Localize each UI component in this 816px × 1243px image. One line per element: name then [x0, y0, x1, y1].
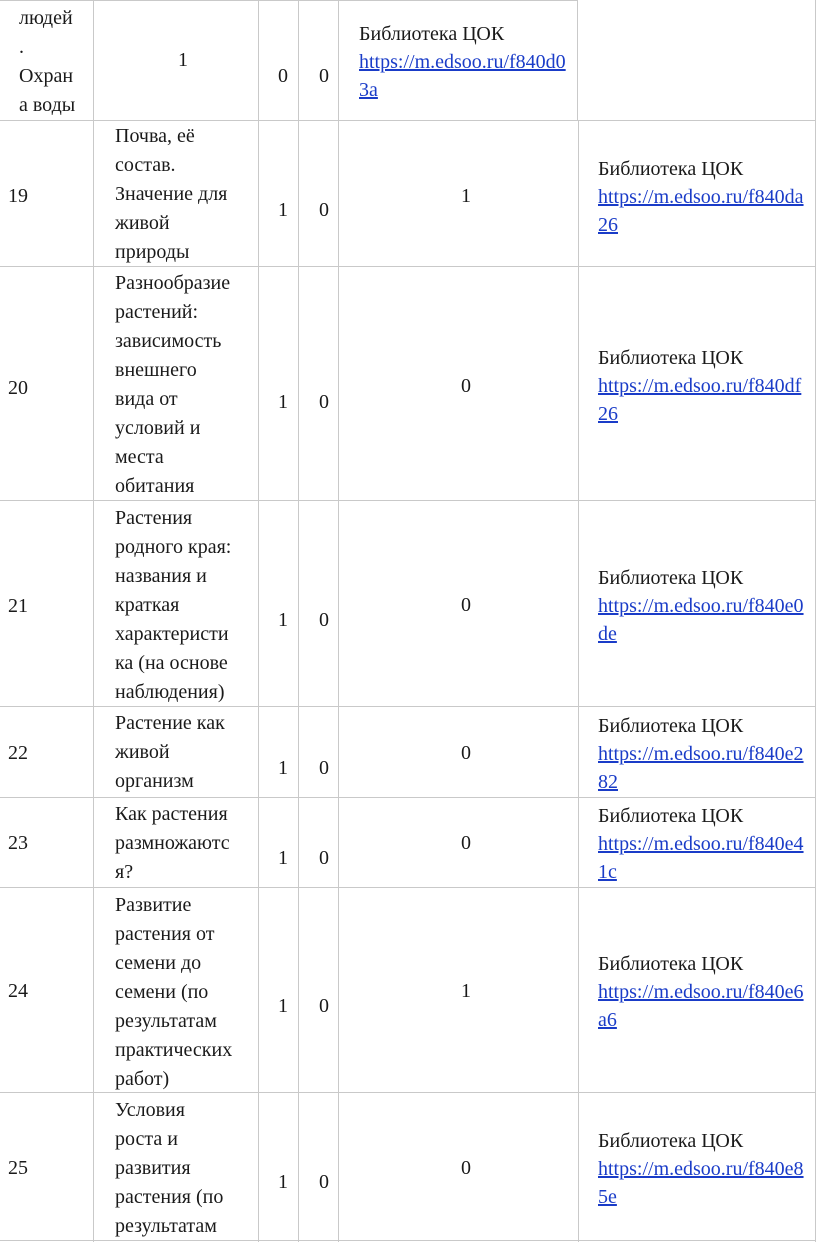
row-library-label: Библиотека ЦОК	[598, 1130, 744, 1152]
row-col-b: 0	[319, 847, 329, 869]
row-col-b: 0	[319, 757, 329, 779]
row-library-link[interactable]: https://m.edsoo.ru/f840e6a6	[598, 981, 804, 1031]
row-number: 20	[8, 377, 28, 399]
top-row-library	[359, 20, 574, 104]
top-row-col-c: 0	[319, 65, 329, 87]
row-library-label: Библиотека ЦОК	[598, 567, 744, 589]
column-divider	[338, 120, 339, 1242]
row-library-label: Библиотека ЦОК	[598, 805, 744, 827]
top-row-border-5	[577, 0, 578, 120]
top-row-top-border	[0, 0, 578, 1]
row-hours: 1	[278, 757, 288, 779]
row-topic: Развитие растения от семени до семени (по результатам практических работ)	[115, 894, 233, 1090]
row-library	[598, 950, 810, 1034]
row-number: 22	[8, 742, 28, 764]
row-topic: Разнообразие растений: зависимость внешнего вида от условий и места обитания	[115, 272, 231, 497]
row-col-c: 0	[461, 1157, 471, 1179]
row-library-link[interactable]: https://m.edsoo.ru/f840e85e	[598, 1158, 804, 1208]
row-library	[598, 564, 810, 648]
top-row-border-left	[93, 0, 94, 120]
row-col-b: 0	[319, 995, 329, 1017]
row-library-link[interactable]: https://m.edsoo.ru/f840e282	[598, 743, 804, 793]
row-hours: 1	[278, 609, 288, 631]
row-hours: 1	[278, 995, 288, 1017]
row-col-c: 0	[461, 832, 471, 854]
row-library	[598, 802, 810, 886]
row-library-link[interactable]: https://m.edsoo.ru/f840df26	[598, 375, 802, 425]
row-col-c: 1	[461, 185, 471, 207]
column-divider	[258, 120, 259, 1242]
row-library	[598, 1127, 810, 1211]
row-topic: Условия роста и развития растения (по результатам	[115, 1099, 224, 1237]
row-hours: 1	[278, 847, 288, 869]
row-number: 21	[8, 595, 28, 617]
row-library-link[interactable]: https://m.edsoo.ru/f840da26	[598, 186, 804, 236]
row-col-c: 0	[461, 594, 471, 616]
row-library-link[interactable]: https://m.edsoo.ru/f840e0de	[598, 595, 804, 645]
row-library	[598, 344, 810, 428]
top-row-border-3	[298, 0, 299, 120]
row-number: 24	[8, 980, 28, 1002]
row-divider	[0, 797, 816, 798]
top-row-col-b: 0	[278, 65, 288, 87]
column-divider	[93, 120, 94, 1242]
top-row-library-link[interactable]: https://m.edsoo.ru/f840d03a	[359, 51, 566, 101]
top-row-hours: 1	[178, 49, 188, 71]
row-number: 23	[8, 832, 28, 854]
row-col-b: 0	[319, 391, 329, 413]
row-col-b: 0	[319, 1171, 329, 1193]
row-library-link[interactable]: https://m.edsoo.ru/f840e41c	[598, 833, 804, 883]
row-library	[598, 155, 810, 239]
row-divider	[0, 120, 816, 121]
row-library-label: Библиотека ЦОК	[598, 715, 744, 737]
top-row-library-label: Библиотека ЦОК	[359, 23, 505, 45]
top-row-border-4	[338, 0, 339, 120]
row-number: 19	[8, 185, 28, 207]
row-library	[598, 712, 810, 796]
row-topic: Почва, её состав. Значение для живой природы	[115, 125, 228, 263]
column-divider	[298, 120, 299, 1242]
row-col-c: 0	[461, 742, 471, 764]
row-topic: Растения родного края: названия и краткая характеристи ка (на основе наблюдения)	[115, 507, 232, 703]
row-hours: 1	[278, 391, 288, 413]
row-col-c: 0	[461, 375, 471, 397]
row-topic: Растение как живой организм	[115, 712, 225, 792]
top-row-border-2	[258, 0, 259, 120]
row-col-b: 0	[319, 609, 329, 631]
row-divider	[0, 887, 816, 888]
row-library-label: Библиотека ЦОК	[598, 953, 744, 975]
row-col-b: 0	[319, 199, 329, 221]
row-number: 25	[8, 1157, 28, 1179]
row-col-c: 1	[461, 980, 471, 1002]
row-library-label: Библиотека ЦОК	[598, 347, 744, 369]
row-hours: 1	[278, 199, 288, 221]
row-topic: Как растения размножаютс я?	[115, 803, 230, 883]
row-hours: 1	[278, 1171, 288, 1193]
top-row-topic: людей . Охран а воды	[19, 7, 76, 116]
row-library-label: Библиотека ЦОК	[598, 158, 744, 180]
column-divider	[578, 120, 579, 1242]
